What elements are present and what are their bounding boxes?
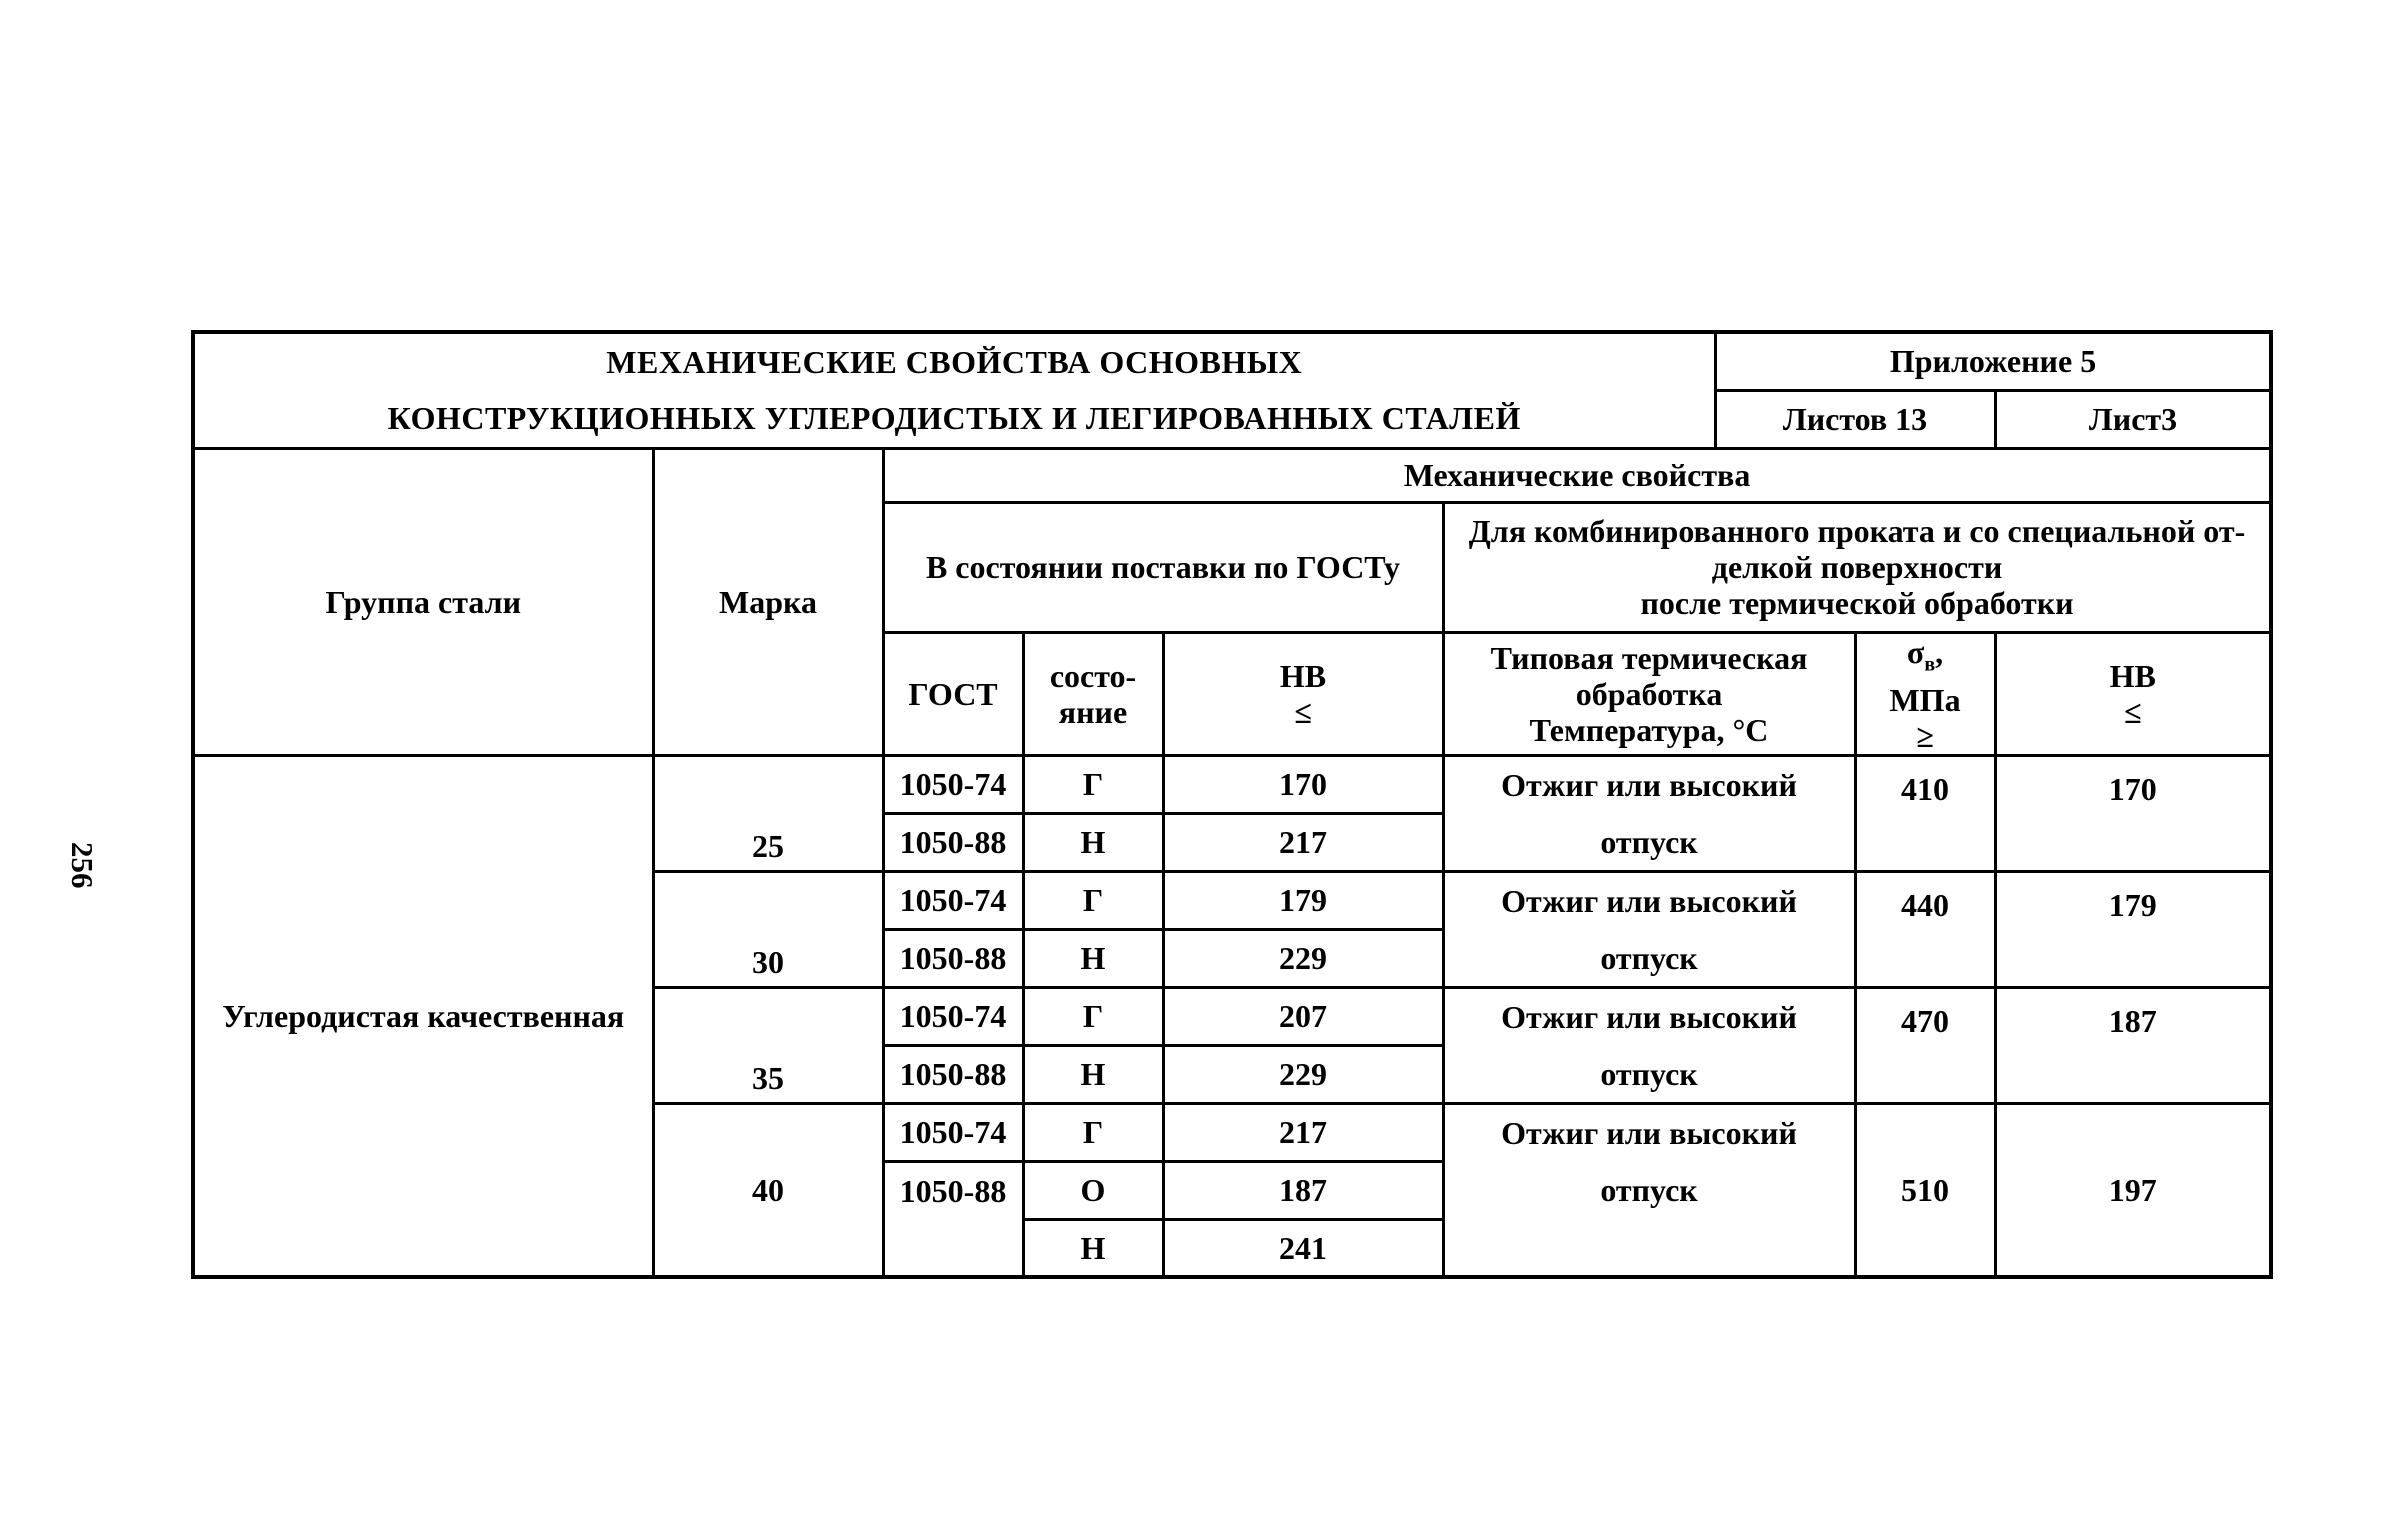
header-heat-line2: обработка: [1575, 675, 1723, 712]
grade-40: 40: [653, 1103, 883, 1277]
state-cell: Г: [1023, 755, 1163, 813]
header-state-line2: яние: [1058, 693, 1128, 730]
sheet-number: Лист3: [1995, 390, 2271, 448]
properties-table: [191, 330, 2273, 1279]
state-cell: Н: [1023, 813, 1163, 871]
hb-cell: 229: [1163, 1045, 1443, 1103]
table-row: [193, 755, 2271, 813]
sigma-comma: ,: [1935, 633, 1944, 670]
gost-cell: 1050-88: [883, 929, 1023, 987]
header-sigma-sign: ≥: [1916, 717, 1934, 754]
header-hb-delivery: [1163, 632, 1443, 755]
gost-cell: 1050-88: [883, 1045, 1023, 1103]
sigma-symbol: σ: [1906, 633, 1925, 670]
hb-cell: 207: [1163, 987, 1443, 1045]
sigma-cell: 410: [1855, 755, 1995, 871]
gost-cell: 1050-88: [883, 813, 1023, 871]
gost-cell-empty: [883, 1219, 1023, 1277]
header-mechanical-properties: Механические свойства: [883, 448, 2271, 502]
sigma-subscript: в: [1924, 652, 1936, 675]
header-hb-treated-label: НВ: [2109, 657, 2156, 694]
grade-35: 35: [653, 987, 883, 1103]
hb-cell: 217: [1163, 1103, 1443, 1161]
page-number: 256: [65, 842, 100, 889]
hb-cell: 241: [1163, 1219, 1443, 1277]
treatment-cell: Отжиг или высокий: [1443, 987, 1855, 1045]
header-grade: Марка: [653, 448, 883, 755]
sigma-cell: 510: [1855, 1103, 1995, 1277]
treatment-cell: Отжиг или высокий: [1443, 755, 1855, 813]
header-combined-line3: после термической обработки: [1640, 585, 2074, 621]
treatment-cell: отпуск: [1443, 1161, 1855, 1219]
sigma-cell: 440: [1855, 871, 1995, 987]
state-cell: Н: [1023, 1045, 1163, 1103]
state-cell: О: [1023, 1161, 1163, 1219]
sigma-cell: 470: [1855, 987, 1995, 1103]
header-hb-treated: [1995, 632, 2271, 755]
gost-cell: 1050-74: [883, 871, 1023, 929]
treatment-cell: отпуск: [1443, 1045, 1855, 1103]
hb-treated-cell: 170: [1995, 755, 2271, 871]
document-sheet: [191, 330, 2269, 1279]
header-hb-treated-sign: ≤: [2123, 693, 2142, 730]
treatment-cell: Отжиг или высокий: [1443, 1103, 1855, 1161]
state-cell: Г: [1023, 871, 1163, 929]
state-cell: Г: [1023, 987, 1163, 1045]
header-group: Группа стали: [193, 448, 653, 755]
header-delivery-state: В состоянии поставки по ГОСТу: [883, 502, 1443, 632]
hb-treated-cell: 187: [1995, 987, 2271, 1103]
header-combined-line1: Для комбинированного проката и со специальной от-: [1468, 513, 2246, 549]
state-cell: Г: [1023, 1103, 1163, 1161]
appendix-label: Приложение 5: [1715, 332, 2271, 390]
document-title-line2: КОНСТРУКЦИОННЫХ УГЛЕРОДИСТЫХ И ЛЕГИРОВАННЫХ СТАЛЕЙ: [193, 390, 1715, 448]
header-sigma: [1863, 634, 1988, 682]
header-gost: ГОСТ: [883, 632, 1023, 755]
treatment-cell-empty: [1443, 1219, 1855, 1277]
header-combined-line2: делкой поверхности: [1711, 549, 2003, 585]
hb-cell: 179: [1163, 871, 1443, 929]
state-cell: Н: [1023, 929, 1163, 987]
header-combined-rolled: [1443, 502, 2271, 632]
treatment-cell: отпуск: [1443, 813, 1855, 871]
header-heat-treatment: [1443, 632, 1855, 755]
grade-25: 25: [653, 755, 883, 871]
hb-cell: 187: [1163, 1161, 1443, 1219]
treatment-cell: отпуск: [1443, 929, 1855, 987]
hb-cell: 229: [1163, 929, 1443, 987]
header-state-line1: состо-: [1049, 657, 1137, 694]
header-tensile-strength: [1855, 632, 1995, 755]
gost-cell: 1050-74: [883, 987, 1023, 1045]
gost-cell: 1050-74: [883, 755, 1023, 813]
sheets-total: Листов 13: [1715, 390, 1995, 448]
hb-cell: 217: [1163, 813, 1443, 871]
header-state: [1023, 632, 1163, 755]
hb-treated-cell: 197: [1995, 1103, 2271, 1277]
treatment-cell: Отжиг или высокий: [1443, 871, 1855, 929]
header-hb-delivery-sign: ≤: [1294, 693, 1312, 730]
hb-cell: 170: [1163, 755, 1443, 813]
hb-treated-cell: 179: [1995, 871, 2271, 987]
header-heat-line3: Температура, °С: [1529, 711, 1769, 748]
document-title-line1: МЕХАНИЧЕСКИЕ СВОЙСТВА ОСНОВНЫХ: [193, 332, 1715, 390]
header-hb-delivery-label: НВ: [1279, 657, 1327, 694]
header-heat-line1: Типовая термическая: [1490, 639, 1808, 676]
gost-cell: 1050-88: [883, 1161, 1023, 1219]
gost-cell: 1050-74: [883, 1103, 1023, 1161]
state-cell: Н: [1023, 1219, 1163, 1277]
group-name: Углеродистая качественная: [193, 755, 653, 1277]
header-mpa: МПа: [1889, 681, 1961, 718]
grade-30: 30: [653, 871, 883, 987]
